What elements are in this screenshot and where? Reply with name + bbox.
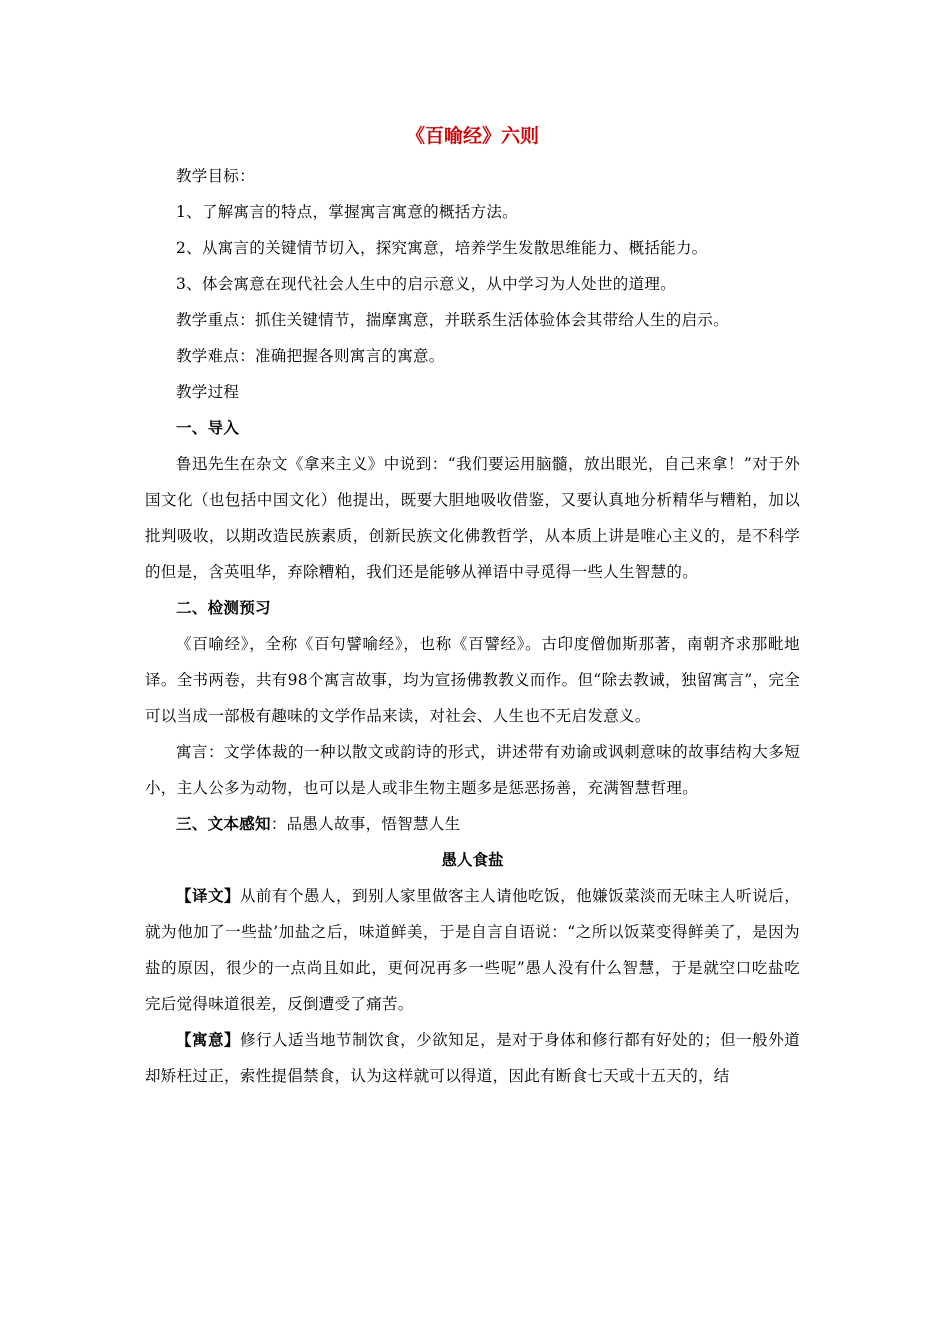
moral-paragraph [145,1022,800,1094]
translation-paragraph [145,878,800,1022]
objectives-heading: 教学目标： [176,167,256,185]
process-heading: 教学过程 [176,383,240,401]
section-heading-intro: 一、导入 [176,419,240,437]
preview-paragraph: 《百喻经》，全称《百句譬喻经》，也称《百譬经》。古印度僧伽斯那著，南朝齐求那毗地译。全书两卷，共有98个寓言故事，均为宣扬佛教教义而作。但“除去教诫，独留寓言”，完全可以当成一部极有趣味的文学作品来读，对社会、人生也不无启发意义。 [145,635,800,725]
document-page [145,118,800,1094]
document-title: 《百喻经》六则 [405,125,539,147]
key-points: 教学重点：抓住关键情节，揣摩寓意，并联系生活体验体会其带给人生的启示。 [176,311,730,329]
difficulties: 教学难点：准确把握各则寓言的寓意。 [176,347,445,365]
moral-label: 【寓意】 [176,1030,241,1049]
section-heading-preview: 二、检测预习 [176,599,271,617]
moral-text: 修行人适当地节制饮食，少欲知足，是对于身体和修行都有好处的；但一般外道却矫枉过正，索性提倡禁食，认为这样就可以得道，因此有断食七天或十五天的，结 [145,1031,800,1085]
objective-item: 2、从寓言的关键情节切入，探究寓意，培养学生发散思维能力、概括能力。 [176,239,708,257]
objective-item: 3、体会寓意在现代社会人生中的启示意义，从中学习为人处世的道理。 [176,275,676,293]
fable-definition-paragraph: 寓言：文学体裁的一种以散文或韵诗的形式，讲述带有劝谕或讽刺意味的故事结构大多短小，主人公多为动物，也可以是人或非生物主题多是惩恶扬善，充满智慧哲理。 [145,743,800,797]
section-heading-text-label: 三、文本感知 [176,815,271,833]
translation-label: 【译文】 [176,886,241,905]
section-heading-text-rest: ：品愚人故事，悟智慧人生 [270,815,461,833]
objective-item: 1、了解寓言的特点，掌握寓言寓意的概括方法。 [176,203,518,221]
intro-paragraph: 鲁迅先生在杂文《拿来主义》中说到：“我们要运用脑髓，放出眼光，自己来拿！”对于外国文化（也包括中国文化）他提出，既要大胆地吸收借鉴，又要认真地分析精华与糟粕，加以批判吸收，以期改造民族素质，创新民族文化佛教哲学，从本质上讲是唯心主义的，是不科学的但是，含英咀华，弃除糟粕，我们还是能够从禅语中寻觅得一些人生智慧的。 [145,455,800,581]
translation-text: 从前有个愚人，到别人家里做客主人请他吃饭，他嫌饭菜淡而无味主人听说后，就为他加了一些盐’加盐之后，味道鲜美，于是自言自语说：“之所以饭菜变得鲜美了，是因为盐的原因，很少的一点尚且如此，更何况再多一些呢”愚人没有什么智慧，于是就空口吃盐吃完后觉得味道很差，反倒遭受了痛苦。 [145,887,800,1013]
story-title: 愚人食盐 [441,851,504,869]
section-heading-text [145,806,800,842]
